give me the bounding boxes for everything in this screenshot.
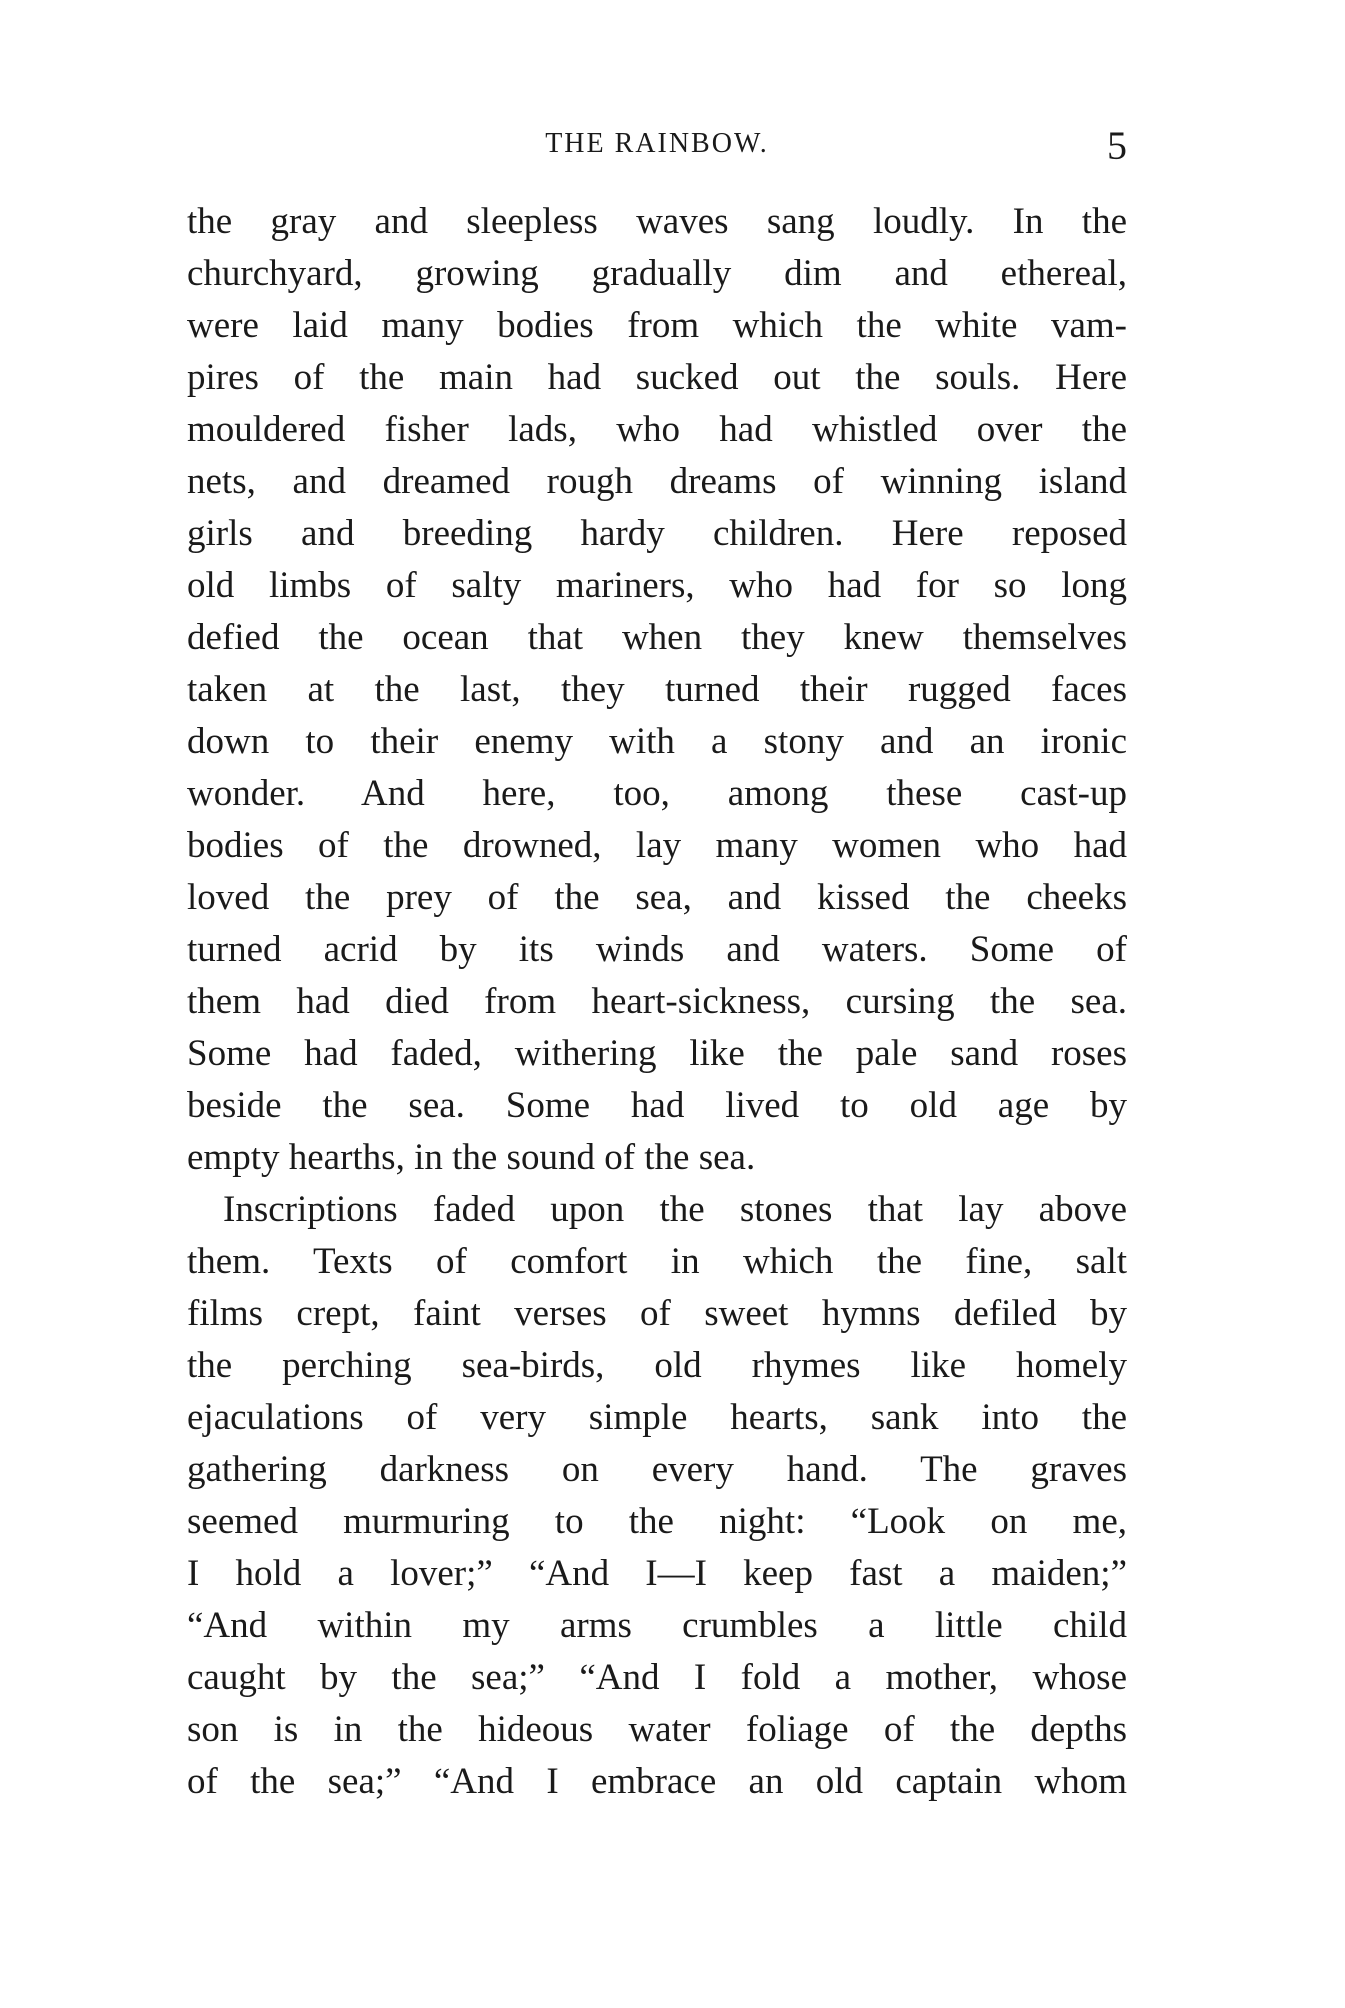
- text-line: Some had faded, withering like the pale sand roses: [187, 1033, 1127, 1074]
- text-line: them. Texts of comfort in which the fine, salt: [187, 1241, 1127, 1282]
- text-line: caught by the sea;” “And I fold a mother, whose: [187, 1657, 1127, 1698]
- running-head: [187, 122, 1127, 172]
- body-text: [187, 196, 1127, 1808]
- text-line: nets, and dreamed rough dreams of winning island: [187, 461, 1127, 502]
- text-line: pires of the main had sucked out the souls. Here: [187, 357, 1127, 398]
- text-line: the perching sea-birds, old rhymes like homely: [187, 1345, 1127, 1386]
- text-line: turned acrid by its winds and waters. Some of: [187, 929, 1127, 970]
- paragraph-1: [187, 196, 1127, 1184]
- text-line: girls and breeding hardy children. Here reposed: [187, 513, 1127, 554]
- text-line: of the sea;” “And I embrace an old captain whom: [187, 1761, 1127, 1802]
- text-line: ejaculations of very simple hearts, sank into the: [187, 1397, 1127, 1438]
- text-line: mouldered fisher lads, who had whistled over the: [187, 409, 1127, 450]
- text-line: son is in the hideous water foliage of the depths: [187, 1709, 1127, 1750]
- text-line: I hold a lover;” “And I—I keep fast a maiden;”: [187, 1553, 1127, 1594]
- text-line: beside the sea. Some had lived to old age by: [187, 1085, 1127, 1126]
- text-line: Inscriptions faded upon the stones that lay above: [223, 1189, 1127, 1230]
- text-line: “And within my arms crumbles a little child: [187, 1605, 1127, 1646]
- text-line: down to their enemy with a stony and an ironic: [187, 721, 1127, 762]
- running-title: THE RAINBOW.: [545, 128, 769, 159]
- text-line: the gray and sleepless waves sang loudly. In the: [187, 201, 1127, 242]
- text-line: wonder. And here, too, among these cast-up: [187, 773, 1127, 814]
- text-line: bodies of the drowned, lay many women who had: [187, 825, 1127, 866]
- text-line: them had died from heart-sickness, cursing the sea.: [187, 981, 1127, 1022]
- text-line: loved the prey of the sea, and kissed the cheeks: [187, 877, 1127, 918]
- text-line: were laid many bodies from which the white vam-: [187, 305, 1127, 346]
- page-number: 5: [1107, 123, 1127, 168]
- paragraph-2: [187, 1184, 1127, 1808]
- text-line: defied the ocean that when they knew themselves: [187, 617, 1127, 658]
- text-line: churchyard, growing gradually dim and ethereal,: [187, 253, 1127, 294]
- text-line: old limbs of salty mariners, who had for so long: [187, 565, 1127, 606]
- text-line: films crept, faint verses of sweet hymns defiled by: [187, 1293, 1127, 1334]
- text-line: empty hearths, in the sound of the sea.: [187, 1137, 756, 1178]
- text-line: gathering darkness on every hand. The graves: [187, 1449, 1127, 1490]
- text-line: seemed murmuring to the night: “Look on me,: [187, 1501, 1127, 1542]
- text-line: taken at the last, they turned their rugged faces: [187, 669, 1127, 710]
